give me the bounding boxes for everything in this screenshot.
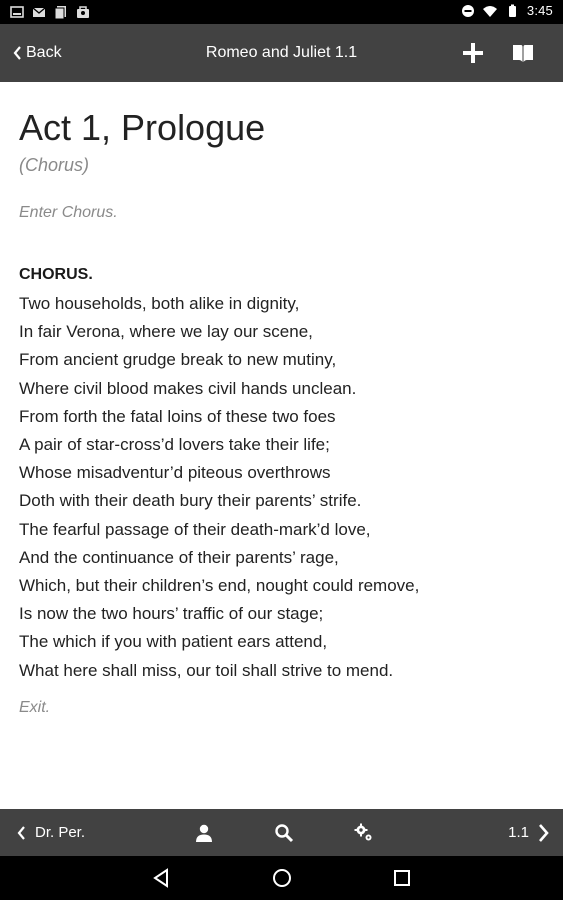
person-icon bbox=[194, 823, 214, 843]
verse-line: From ancient grudge break to new mutiny, bbox=[19, 350, 337, 370]
settings-button[interactable] bbox=[354, 809, 374, 856]
system-nav-bar bbox=[0, 856, 563, 900]
back-button-label: Back bbox=[26, 44, 62, 61]
next-section-button[interactable] bbox=[508, 809, 549, 856]
verse-line: Which, but their children’s end, nought could remove, bbox=[19, 576, 420, 596]
gear-icon bbox=[354, 823, 374, 843]
verse-line: And the continuance of their parents’ rage, bbox=[19, 547, 339, 567]
status-left-icons bbox=[10, 5, 90, 19]
mail-icon bbox=[32, 5, 46, 19]
verse-lines bbox=[19, 290, 419, 685]
verse-line: The which if you with patient ears attend, bbox=[19, 632, 328, 652]
search-icon bbox=[274, 823, 294, 843]
verse-line: Is now the two hours’ traffic of our stage; bbox=[19, 604, 324, 624]
home-circle-icon[interactable] bbox=[270, 866, 294, 890]
speaker-name: CHORUS. bbox=[19, 266, 93, 283]
characters-button[interactable] bbox=[194, 809, 214, 856]
act-title: Act 1, Prologue bbox=[19, 107, 266, 148]
verse-line: The fearful passage of their death-mark’d love, bbox=[19, 519, 371, 539]
recents-square-icon[interactable] bbox=[390, 866, 414, 890]
do-not-disturb-icon bbox=[461, 4, 475, 18]
chevron-left-icon bbox=[16, 825, 26, 841]
previous-section-label: Dr. Per. bbox=[35, 824, 86, 841]
verse-line: Where civil blood makes civil hands unclean. bbox=[19, 378, 357, 398]
app-bar bbox=[0, 24, 563, 82]
verse-line: A pair of star-cross’d lovers take their life; bbox=[19, 435, 330, 455]
status-bar bbox=[0, 0, 563, 24]
verse-line: From forth the fatal loins of these two foes bbox=[19, 406, 336, 426]
previous-section-button[interactable] bbox=[16, 809, 85, 856]
page-title: Romeo and Juliet 1.1 bbox=[205, 44, 358, 61]
stage-direction-enter: Enter Chorus. bbox=[19, 204, 118, 221]
back-button[interactable] bbox=[12, 24, 62, 82]
verse-line: Two households, both alike in dignity, bbox=[19, 294, 300, 313]
verse-line: Doth with their death bury their parents’ strife. bbox=[19, 491, 362, 511]
status-time: 3:45 bbox=[526, 3, 553, 18]
chevron-left-icon bbox=[12, 45, 22, 61]
bag-icon bbox=[76, 5, 90, 19]
search-button[interactable] bbox=[274, 809, 294, 856]
status-right-icons bbox=[461, 3, 553, 18]
back-triangle-icon[interactable] bbox=[149, 866, 173, 890]
stage-direction-exit: Exit. bbox=[19, 699, 51, 716]
add-icon[interactable] bbox=[460, 40, 486, 66]
image-icon bbox=[10, 5, 24, 19]
bottom-toolbar bbox=[0, 809, 563, 856]
stack-icon bbox=[54, 5, 68, 19]
chevron-right-icon bbox=[537, 823, 549, 843]
book-icon[interactable] bbox=[511, 42, 535, 64]
verse-line: Whose misadventur’d piteous overthrows bbox=[19, 463, 331, 483]
battery-icon bbox=[505, 4, 519, 18]
next-section-label: 1.1 bbox=[508, 824, 529, 841]
scene-subtitle: (Chorus) bbox=[19, 155, 90, 175]
verse-line: What here shall miss, our toil shall strive to mend. bbox=[19, 660, 394, 680]
wifi-icon bbox=[483, 4, 497, 18]
verse-line: In fair Verona, where we lay our scene, bbox=[19, 322, 313, 342]
